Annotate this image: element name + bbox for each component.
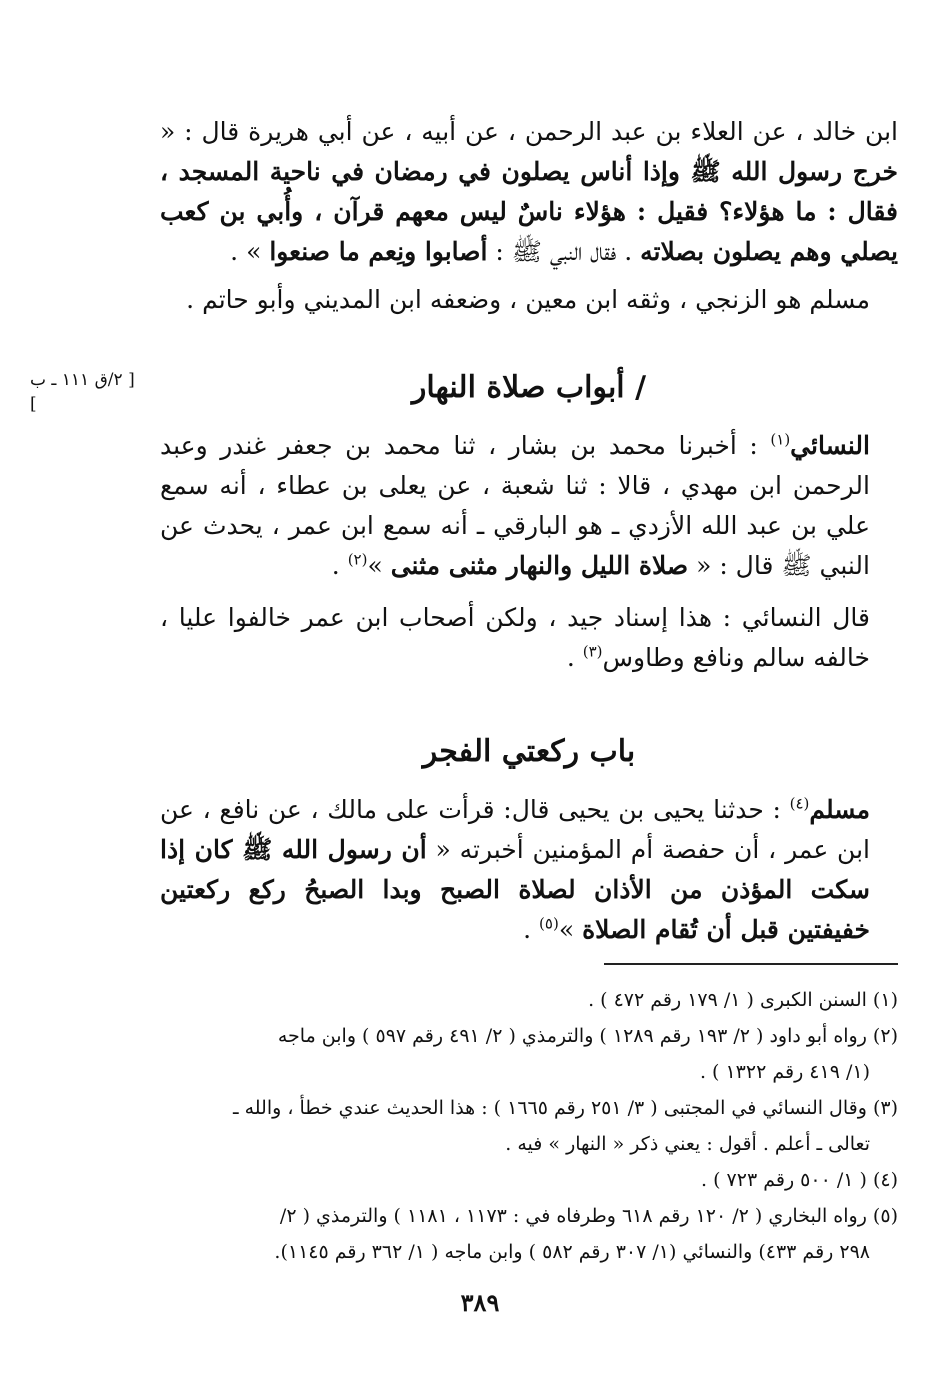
hadith-text: صلاة الليل والنهار مثنى مثنى: [390, 551, 689, 580]
footnote-ref: (١): [770, 430, 791, 449]
hadith-saying: أصابوا ونِعم ما صنعوا: [269, 237, 488, 266]
footnote-ref: (٤): [789, 794, 810, 813]
footnote-ref: (٢): [347, 550, 368, 569]
footnote-ref: (٣): [582, 642, 603, 661]
section-day-prayers-body: [160, 426, 898, 678]
section-heading-day-prayers: / أبواب صلاة النهار: [411, 370, 647, 405]
narration-chain: ابن خالد ، عن العلاء بن عبد الرحمن ، عن أبيه ، عن أبي هريرة قال : «: [160, 117, 898, 146]
narrator-note: مسلم هو الزنجي ، وثقه ابن معين ، وضعفه ابن المديني وأبو حاتم .: [186, 285, 870, 314]
narration-connector: . فقال النبي ﷺ :: [487, 237, 641, 266]
hadith-paragraph: [160, 112, 898, 272]
footnotes: [160, 982, 898, 1270]
footnote-1: (١) السنن الكبرى ( ١/ ١٧٩ رقم ٤٧٢ ) .: [588, 989, 898, 1011]
opening-passage: [160, 112, 898, 320]
nasai-hadith: [160, 426, 898, 586]
footnote-2: (٢) رواه أبو داود ( ٢/ ١٩٣ رقم ١٢٨٩ ) والترمذي ( ٢/ ٤٩١ رقم ٥٩٧ ) وابن ماجه: [277, 1025, 898, 1047]
muslim-hadith: [160, 790, 898, 950]
footnote-3: (٣) وقال النسائي في المجتبى ( ٣/ ٢٥١ رقم ١٦٦٥ ) : هذا الحديث عندي خطأ ، والله ـ: [232, 1097, 898, 1119]
hadith-text: خرج رسول الله ﷺ وإذا أناس يصلون في رمضان في ناحية المسجد ، فقال : ما هؤلاء؟ فقيل : هؤلاء ناسٌ ليس معهم قرآن ، وأُبي بن كعب يصلي وهم يصلون بصلاته: [160, 157, 898, 266]
closing-quote: »: [558, 915, 583, 944]
footnote-ref: (٥): [539, 914, 559, 933]
narrator-name: مسلم: [809, 795, 870, 824]
closing-quote: »: [367, 551, 391, 580]
footnote-5-continued: ٢٩٨ رقم ٤٣٣) والنسائي (١/ ٣٠٧ رقم ٥٨٢ ) وابن ماجه ( ١/ ٣٦٢ رقم ١١٤٥).: [274, 1241, 870, 1263]
footnote-5: (٥) رواه البخاري ( ٢/ ١٢٠ رقم ٦١٨ وطرفاه في : ١١٧٣ ، ١١٨١ ) والترمذي ( ٢/: [279, 1205, 898, 1227]
footnote-3-continued: تعالى ـ أعلم . أقول : يعني ذكر « النهار » فيه .: [505, 1133, 870, 1155]
footnote-4: (٤) ( ١/ ٥٠٠ رقم ٧٢٣ ) .: [701, 1169, 898, 1191]
hadith-text: أن رسول الله ﷺ كان إذا سكت المؤذن من الأذان لصلاة الصبح وبدا الصبحُ ركع ركعتين خفيفتين قبل أن تُقام الصلاة: [160, 835, 870, 944]
margin-manuscript-ref: [ ٢/ق ١١١ ـ ب ]: [30, 370, 135, 414]
footnote-divider: [604, 963, 898, 965]
section-heading-fajr: باب ركعتي الفجر: [422, 734, 636, 769]
narration-chain: : أخبرنا محمد بن بشار ، ثنا محمد بن جعفر غندر وعبد الرحمن ابن مهدي ، قالا : ثنا شعبة ، عن يعلى بن عطاء ، أنه سمع علي بن عبد الله الأزدي ـ هو البارقي ـ أنه سمع ابن عمر ، يحدث عن النبي ﷺ قال : «: [160, 431, 870, 580]
nasai-comment: [160, 598, 898, 678]
narration-chain: : حدثنا يحيى بن يحيى قال: قرأت على مالك ، عن نافع ، عن ابن عمر ، أن حفصة أم المؤمنين أخبرته «: [160, 795, 870, 864]
period: .: [523, 915, 540, 944]
comment-text: قال النسائي : هذا إسناد جيد ، ولكن أصحاب ابن عمر خالفوا عليا ، خالفه سالم ونافع وطاوس: [160, 603, 870, 672]
section-fajr-body: [160, 790, 898, 950]
period: .: [331, 551, 348, 580]
page-number: ٣٨٩: [460, 1288, 500, 1317]
narrator-name: النسائي: [790, 431, 870, 460]
period: .: [566, 643, 583, 672]
footnote-2-continued: (١/ ٤١٩ رقم ١٣٢٢ ) .: [699, 1061, 870, 1083]
closing-quote: » .: [230, 237, 270, 266]
